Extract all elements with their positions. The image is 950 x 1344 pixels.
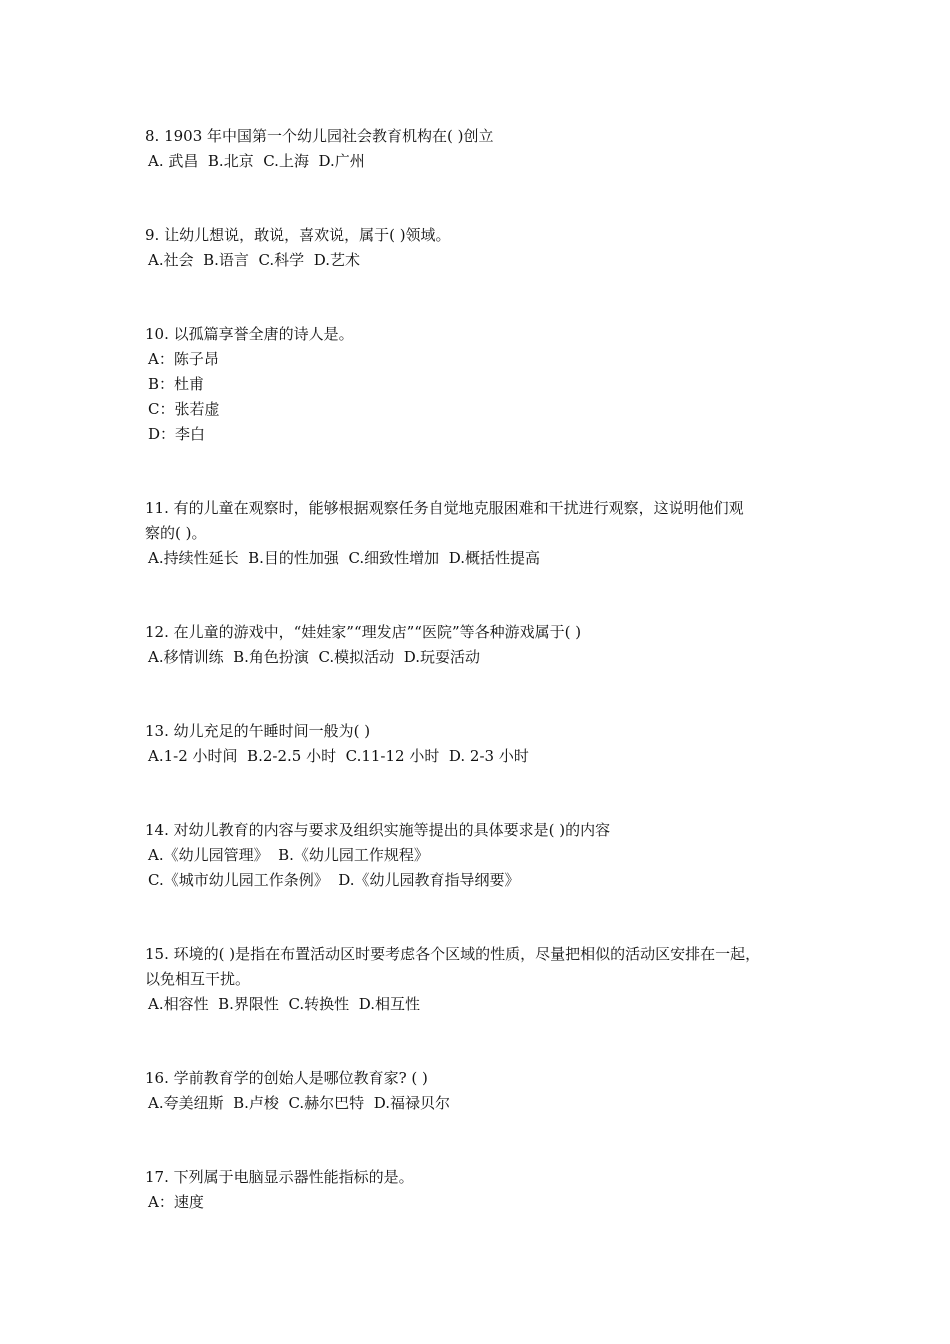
question-options: A.夸美纽斯 B.卢梭 C.赫尔巴特 D.福禄贝尔 (148, 1094, 450, 1112)
question-option: B：杜甫 (148, 375, 205, 393)
question-stem: 11. 有的儿童在观察时，能够根据观察任务自觉地克服困难和干扰进行观察，这说明他们观 (145, 499, 744, 517)
question-stem: 9. 让幼儿想说，敢说，喜欢说，属于( )领域。 (145, 226, 451, 244)
question-option: A：陈子昂 (148, 350, 219, 368)
question-15 (145, 942, 825, 1017)
question-stem: 14. 对幼儿教育的内容与要求及组织实施等提出的具体要求是( )的内容 (145, 821, 611, 839)
question-stem: 10. 以孤篇享誉全唐的诗人是。 (145, 325, 354, 343)
question-12 (145, 620, 825, 670)
question-16 (145, 1066, 825, 1116)
question-stem: 12. 在儿童的游戏中，“娃娃家”“理发店”“医院”等各种游戏属于( ) (145, 623, 582, 641)
question-options: A.1-2 小时间 B.2-2.5 小时 C.11-12 小时 D. 2-3 小时 (148, 747, 529, 765)
question-stem: 16. 学前教育学的创始人是哪位教育家? ( ) (145, 1069, 428, 1087)
question-option: D：李白 (148, 425, 206, 443)
question-14 (145, 818, 825, 893)
question-options: A.相容性 B.界限性 C.转换性 D.相互性 (148, 995, 420, 1013)
question-stem-continued: 察的( )。 (145, 524, 207, 542)
question-options: A.移情训练 B.角色扮演 C.模拟活动 D.玩耍活动 (148, 648, 480, 666)
question-stem: 13. 幼儿充足的午睡时间一般为( ) (145, 722, 371, 740)
question-options: C.《城市幼儿园工作条例》 D.《幼儿园教育指导纲要》 (148, 871, 520, 889)
question-17 (145, 1165, 825, 1215)
question-options: A.持续性延长 B.目的性加强 C.细致性增加 D.概括性提高 (148, 549, 540, 567)
question-9 (145, 223, 825, 273)
question-8 (145, 124, 825, 174)
question-options: A. 武昌 B.北京 C.上海 D.广州 (148, 152, 365, 170)
question-stem: 8. 1903 年中国第一个幼儿园社会教育机构在( )创立 (145, 127, 494, 145)
question-10 (145, 322, 825, 447)
question-stem: 17. 下列属于电脑显示器性能指标的是。 (145, 1168, 414, 1186)
question-option: A：速度 (148, 1193, 204, 1211)
question-stem-continued: 以免相互干扰。 (145, 970, 251, 988)
document-page (145, 124, 825, 1215)
question-options: A.《幼儿园管理》 B.《幼儿园工作规程》 (148, 846, 429, 864)
question-13 (145, 719, 825, 769)
question-options: A.社会 B.语言 C.科学 D.艺术 (148, 251, 360, 269)
question-option: C：张若虚 (148, 400, 220, 418)
question-11 (145, 496, 825, 571)
question-stem: 15. 环境的( )是指在布置活动区时要考虑各个区域的性质，尽量把相似的活动区安排在一起， (145, 945, 761, 963)
